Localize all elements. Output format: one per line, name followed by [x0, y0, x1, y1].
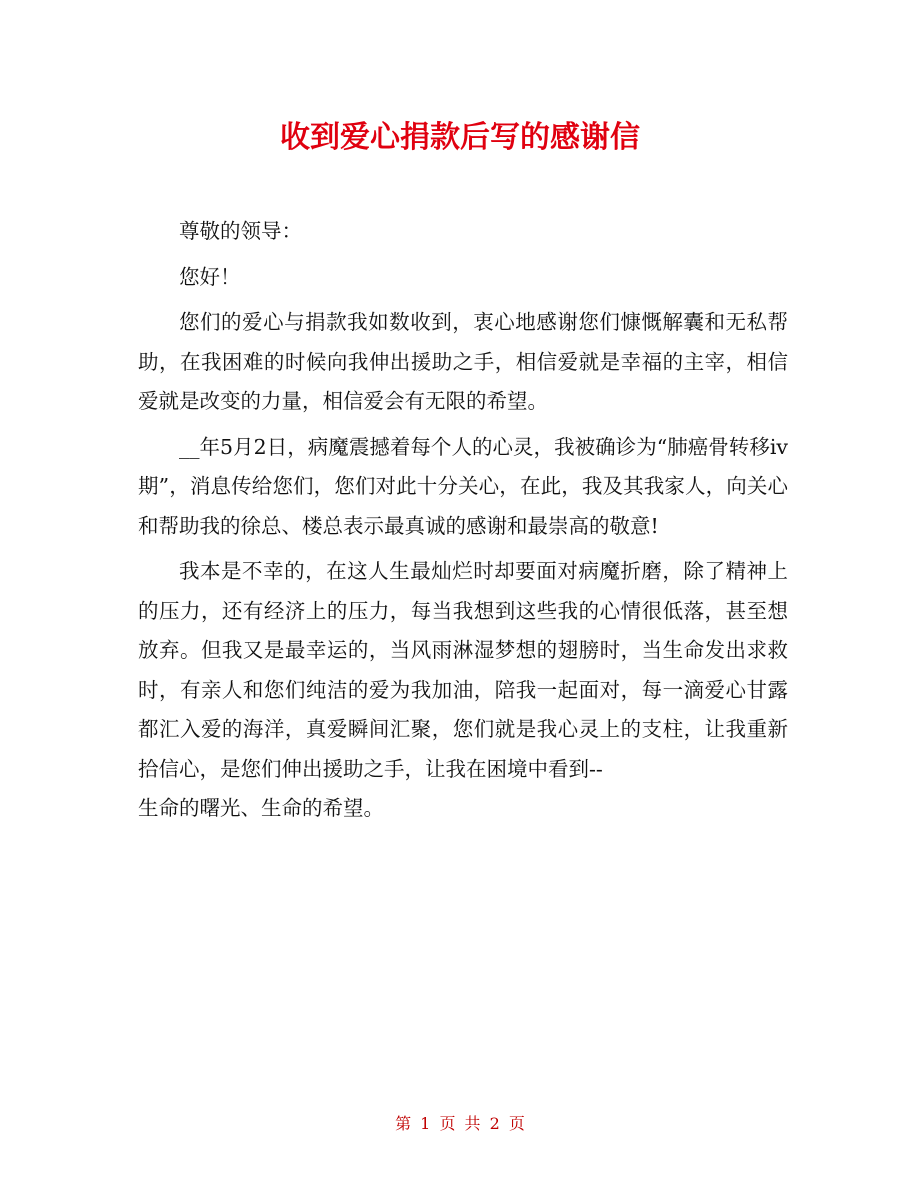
paragraph-4: 生命的曙光、生命的希望。	[138, 796, 384, 820]
document-title: 收到爱心捐款后写的感谢信	[280, 120, 640, 155]
salutation: 尊敬的领导：	[179, 219, 302, 243]
page-number-footer: 第 1 页 共 2 页	[395, 1114, 525, 1133]
greeting: 您好！	[179, 264, 241, 289]
paragraph-1: 您们的爱心与捐款我如数收到，衷心地感谢您们慷慨解囊和无私帮助，在我困难的时候向我伸出援助之手，相信爱就是幸福的主宰，相信爱就是改变的力量，相信爱会有无限的希望。	[138, 310, 788, 413]
paragraph-3: 我本是不幸的，在这人生最灿烂时却要面对病魔折磨，除了精神上的压力，还有经济上的压力，每当我想到这些我的心情很低落，甚至想放弃。但我又是最幸运的，当风雨淋湿梦想的翅膀时，当生命发出求救时，有亲人和您们纯洁的爱为我加油，陪我一起面对，每一滴爱心甘露都汇入爱的海洋，真爱瞬间汇聚，您们就是我心灵上的支柱，让我重新拾信心，是您们伸出援助之手，让我在困境中看到--	[138, 559, 788, 781]
letter-body	[138, 212, 788, 829]
paragraph-2: __年5月2日，病魔震撼着每个人的心灵，我被确诊为“肺癌骨转移iv期”，消息传给您们，您们对此十分关心，在此，我及其我家人，向关心和帮助我的徐总、楼总表示最真诚的感谢和最崇高的敬意!	[138, 434, 788, 538]
